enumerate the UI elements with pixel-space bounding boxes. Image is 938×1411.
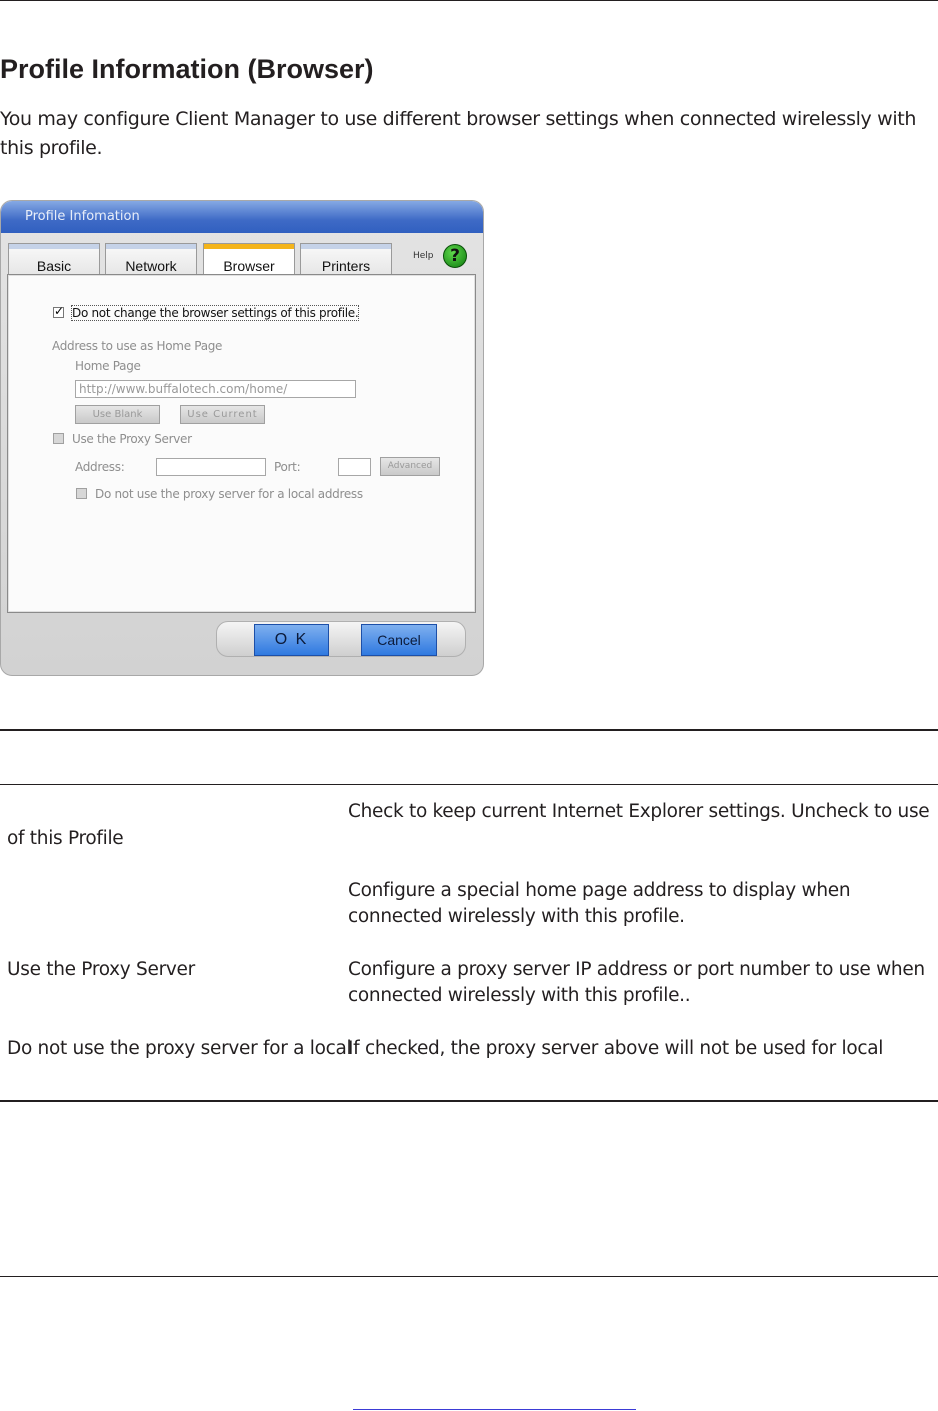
dialog-title: Profile Infomation	[25, 209, 140, 224]
dialog-titlebar	[1, 201, 483, 233]
no-proxy-local-checkbox[interactable]	[76, 488, 87, 499]
proxy-address-input[interactable]	[156, 458, 266, 476]
table-top-border	[0, 729, 938, 731]
tab-browser[interactable]: Browser	[203, 243, 295, 277]
table-bottom-border	[0, 1100, 938, 1102]
help-label[interactable]: Help	[413, 251, 434, 261]
intro-paragraph: You may configure Client Manager to use different browser settings when connected wirelessly with this profile.	[0, 108, 917, 159]
advanced-button[interactable]: Advanced	[380, 457, 440, 476]
no-change-checkbox[interactable]	[53, 304, 65, 318]
ok-button[interactable]: O K	[254, 624, 329, 656]
row-1-setting: of this Profile	[7, 828, 124, 849]
help-icon[interactable]: ?	[443, 244, 467, 268]
cancel-button[interactable]: Cancel	[361, 624, 437, 656]
row-1-description: Check to keep current Internet Explorer settings. Uncheck to use	[348, 801, 930, 822]
row-4-description: If checked, the proxy server above will not be used for local	[348, 1038, 884, 1059]
table-header-border	[0, 784, 938, 785]
row-3-setting: Use the Proxy Server	[7, 959, 195, 980]
footer-link-underline[interactable]	[353, 1409, 636, 1410]
lower-divider	[0, 1276, 938, 1277]
check-mark-icon: ✓	[54, 304, 65, 318]
home-section-label: Address to use as Home Page	[52, 339, 223, 353]
use-proxy-checkbox[interactable]	[53, 433, 64, 444]
proxy-port-label: Port:	[274, 460, 301, 474]
row-2-description: Configure a special home page address to display when connected wirelessly with this profile.	[348, 880, 851, 927]
use-current-button[interactable]: Use Current	[180, 405, 265, 424]
use-proxy-label: Use the Proxy Server	[72, 432, 192, 446]
home-page-input[interactable]: http://www.buffalotech.com/home/	[75, 380, 356, 398]
tab-network[interactable]: Network	[105, 243, 197, 275]
section-title: Profile Information (Browser)	[0, 54, 374, 84]
tab-basic[interactable]: Basic	[8, 243, 100, 275]
tab-row	[8, 243, 478, 276]
row-4-setting: Do not use the proxy server for a local	[7, 1038, 352, 1059]
no-proxy-local-label: Do not use the proxy server for a local address	[95, 487, 363, 501]
proxy-port-input[interactable]	[338, 458, 371, 476]
use-blank-button[interactable]: Use Blank	[75, 405, 160, 424]
tab-printers[interactable]: Printers	[300, 243, 392, 275]
home-page-label: Home Page	[75, 359, 141, 373]
proxy-address-label: Address:	[75, 460, 125, 474]
top-divider	[0, 0, 938, 1]
row-3-description: Configure a proxy server IP address or port number to use when connected wirelessly with this profile..	[348, 959, 925, 1006]
no-change-label[interactable]: Do not change the browser settings of this profile.	[72, 306, 359, 320]
